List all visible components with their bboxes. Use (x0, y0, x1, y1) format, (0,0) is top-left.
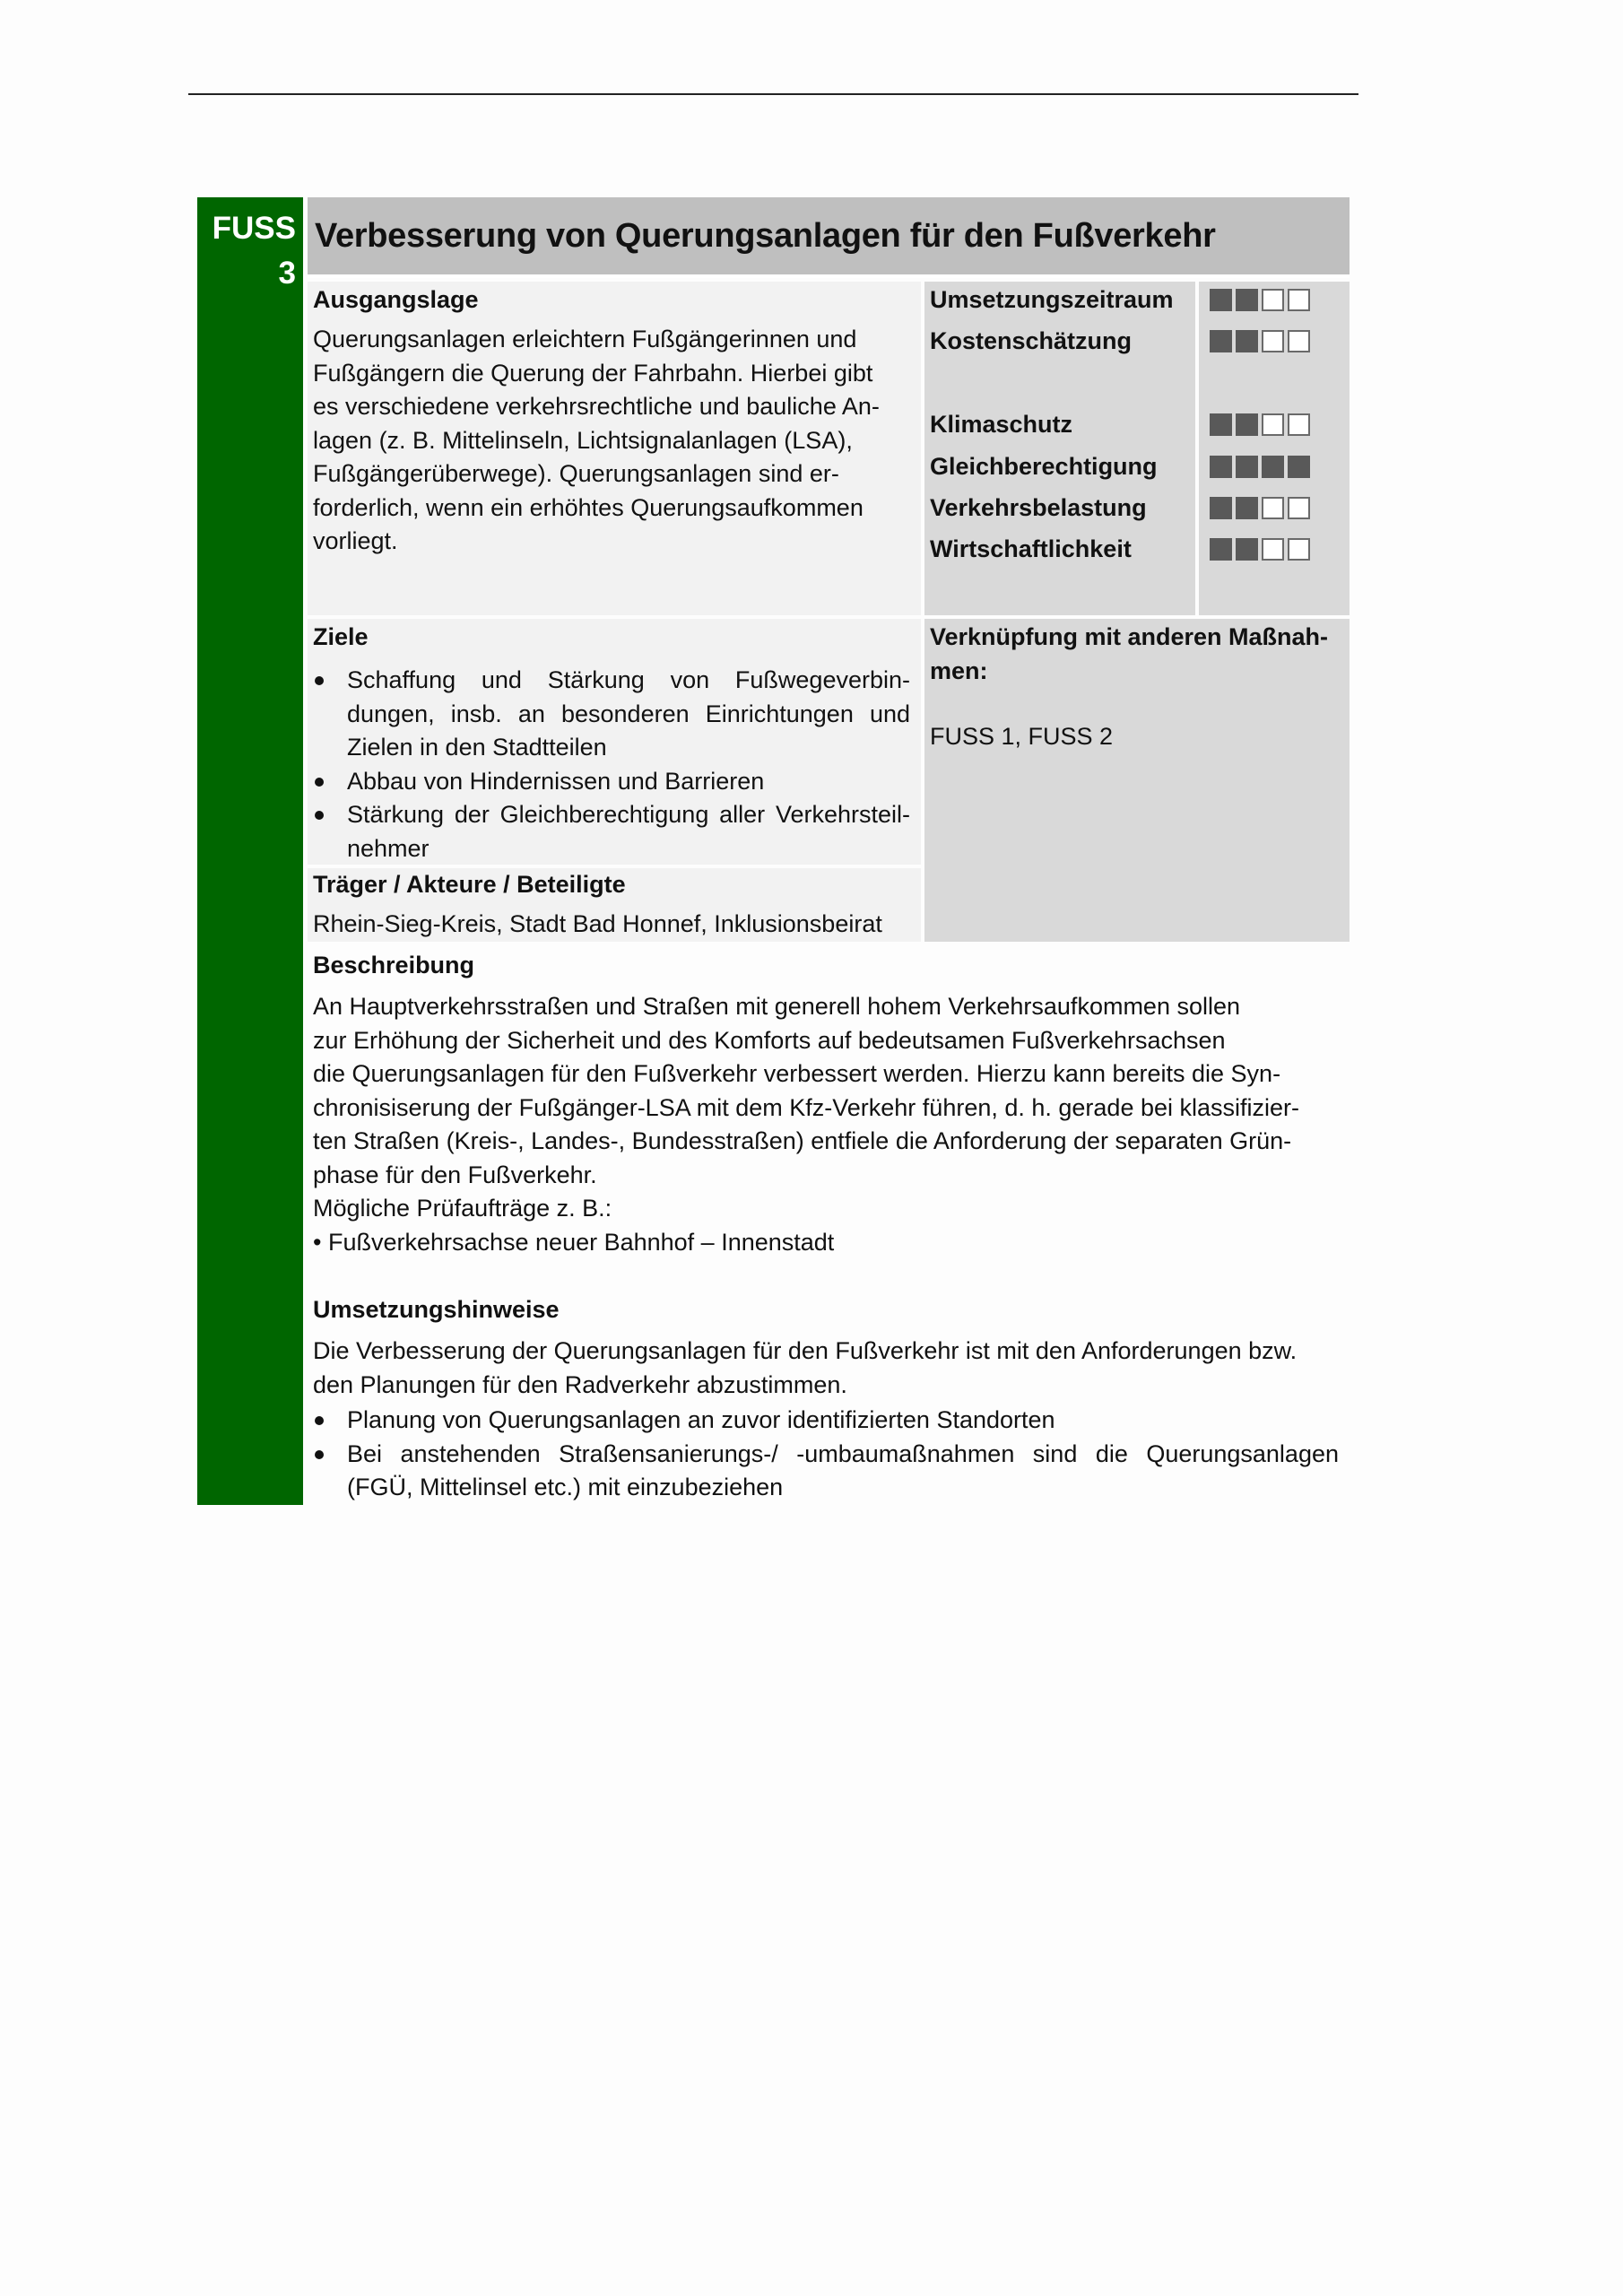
list-item: Abbau von Hindernissen und Barrieren (313, 765, 910, 799)
traeger-section (308, 868, 921, 942)
measure-side-band (197, 197, 303, 1505)
ausgangslage-line: Fußgängerüberwege). Querungsanlagen sind er- (313, 460, 839, 487)
rating-square-filled (1262, 456, 1284, 478)
beschreibung-line: ten Straßen (Kreis-, Landes-, Bundesstraßen) entfiele die Anforderung der separaten Grün- (313, 1127, 1292, 1154)
umsetzung-line: den Planungen für den Radverkehr abzustimmen. (313, 1370, 847, 1398)
rating-square-empty (1262, 289, 1284, 311)
rating-square-empty (1288, 289, 1310, 311)
rating-square-filled (1236, 413, 1258, 436)
ziele-section (308, 619, 921, 865)
bullet-icon (315, 1450, 324, 1459)
traeger-heading: Träger / Akteure / Beteiligte (313, 871, 626, 898)
bullet-icon (315, 676, 324, 685)
rating-label-klimaschutz: Klimaschutz (930, 411, 1073, 438)
beschreibung-heading: Beschreibung (313, 952, 475, 978)
ausgangslage-line: vorliegt. (313, 527, 398, 554)
measure-code-prefix: FUSS (212, 211, 296, 246)
umsetzung-text (313, 1335, 1297, 1402)
verknuepfung-heading: Verknüpfung mit anderen Maßnah- men: (930, 623, 1329, 684)
list-item: Planung von Querungsanlagen an zuvor identifizierten Standorten (313, 1404, 1339, 1438)
rating-square-empty (1288, 538, 1310, 561)
rating-umsetzungszeitraum (1210, 289, 1310, 311)
rating-gleichberechtigung (1210, 456, 1310, 478)
ratings-labels-panel (924, 282, 1195, 615)
bullet-icon (315, 811, 324, 820)
beschreibung-line: Mögliche Prüfaufträge z. B.: (313, 1195, 612, 1222)
rating-wirtschaftlichkeit (1210, 538, 1310, 561)
measure-title-bar (308, 197, 1350, 278)
measure-code (213, 206, 296, 296)
rating-square-empty (1262, 538, 1284, 561)
traeger-value: Rhein-Sieg-Kreis, Stadt Bad Honnef, Inklusionsbeirat (313, 910, 882, 937)
rating-square-filled (1210, 538, 1232, 561)
rating-klimaschutz (1210, 413, 1310, 436)
rating-square-empty (1288, 413, 1310, 436)
ausgangslage-line: Querungsanlagen erleichtern Fußgängerinnen und (313, 326, 857, 352)
rating-square-filled (1236, 330, 1258, 352)
ausgangslage-heading: Ausgangslage (313, 286, 479, 313)
beschreibung-line: phase für den Fußverkehr. (313, 1161, 597, 1188)
rating-label-kostenschaetzung: Kostenschätzung (930, 327, 1133, 354)
ausgangslage-section (308, 282, 921, 615)
rating-square-empty (1262, 497, 1284, 519)
rating-square-filled (1236, 456, 1258, 478)
rating-square-filled (1288, 456, 1310, 478)
rating-square-filled (1236, 497, 1258, 519)
ausgangslage-line: forderlich, wenn ein erhöhtes Querungsaufkommen (313, 493, 864, 521)
rating-square-filled (1210, 413, 1232, 436)
measure-code-number: 3 (278, 256, 296, 291)
beschreibung-line: chronisiserung der Fußgänger-LSA mit dem Kfz-Verkehr führen, d. h. gerade bei klassifizier- (313, 1093, 1300, 1121)
rating-square-filled (1210, 456, 1232, 478)
beschreibung-line: • Fußverkehrsachse neuer Bahnhof – Innenstadt (313, 1228, 835, 1256)
rating-square-empty (1262, 413, 1284, 436)
list-item: Bei anstehenden Straßensanierungs-/ -umbaumaßnahmen sind die Querungsanlagen (FGÜ, Mittelinsel etc.) mit einzubeziehen (313, 1438, 1339, 1505)
rating-label-umsetzungszeitraum: Umsetzungszeitraum (930, 286, 1174, 313)
list-item: Schaffung und Stärkung von Fußwegeverbin-dungen, insb. an besonderen Einrichtungen und Zielen in den Stadtteilen (313, 664, 910, 765)
umsetzung-heading: Umsetzungshinweise (313, 1296, 560, 1323)
rating-square-filled (1236, 289, 1258, 311)
ausgangslage-line: es verschiedene verkehrsrechtliche und bauliche An- (313, 393, 880, 420)
rating-square-filled (1236, 538, 1258, 561)
umsetzung-line: Die Verbesserung der Querungsanlagen für den Fußverkehr ist mit den Anforderungen bzw. (313, 1337, 1298, 1364)
rating-verkehrsbelastung (1210, 497, 1310, 519)
umsetzung-list (313, 1404, 1339, 1505)
header-rule (188, 93, 1358, 95)
ziele-list (313, 664, 910, 865)
verknuepfung-value: FUSS 1, FUSS 2 (930, 723, 1114, 750)
ausgangslage-line: lagen (z. B. Mittelinseln, Lichtsignalanlagen (LSA), (313, 426, 853, 454)
list-item: Stärkung der Gleichberechtigung aller Verkehrsteil-nehmer (313, 798, 910, 865)
ziele-heading: Ziele (313, 623, 369, 650)
bullet-icon (315, 1416, 324, 1425)
rating-square-filled (1210, 497, 1232, 519)
rating-square-filled (1210, 289, 1232, 311)
rating-kostenschaetzung (1210, 330, 1310, 352)
ratings-values-panel (1199, 282, 1350, 615)
ausgangslage-text (313, 323, 880, 559)
bullet-icon (315, 778, 324, 787)
rating-square-empty (1262, 330, 1284, 352)
measure-title: Verbesserung von Querungsanlagen für den Fußverkehr (315, 217, 1216, 255)
rating-square-empty (1288, 497, 1310, 519)
rating-label-gleichberechtigung: Gleichberechtigung (930, 453, 1158, 480)
rating-square-filled (1210, 330, 1232, 352)
rating-label-wirtschaftlichkeit: Wirtschaftlichkeit (930, 535, 1132, 562)
verknuepfung-section (924, 619, 1350, 942)
rating-square-empty (1288, 330, 1310, 352)
beschreibung-line: die Querungsanlagen für den Fußverkehr verbessert werden. Hierzu kann bereits die Syn- (313, 1060, 1281, 1087)
beschreibung-text (313, 990, 1299, 1259)
beschreibung-line: zur Erhöhung der Sicherheit und des Komforts auf bedeutsamen Fußverkehrsachsen (313, 1026, 1226, 1054)
ausgangslage-line: Fußgängern die Querung der Fahrbahn. Hierbei gibt (313, 359, 873, 387)
beschreibung-line: An Hauptverkehrsstraßen und Straßen mit generell hohem Verkehrsaufkommen sollen (313, 993, 1241, 1020)
rating-label-verkehrsbelastung: Verkehrsbelastung (930, 494, 1147, 521)
